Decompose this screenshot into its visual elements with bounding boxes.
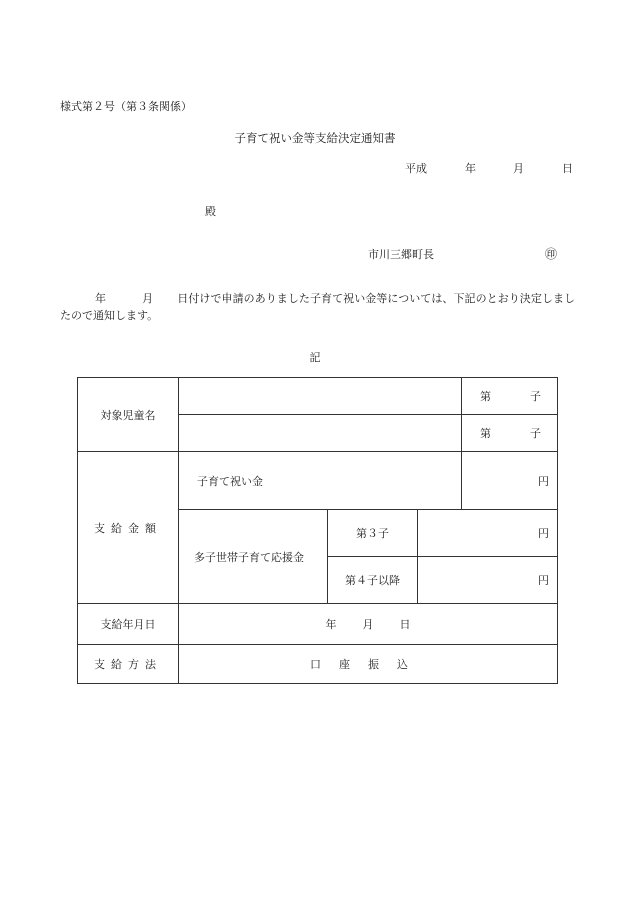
fourth-child-label: 第４子以降 [328, 557, 418, 604]
ordinal-prefix: 第 [480, 390, 492, 403]
child-name-field-2[interactable] [179, 415, 462, 452]
payment-month: 月 [362, 618, 374, 631]
form-number-label: 様式第２号（第３条関係） [60, 100, 192, 113]
payment-method-label: 支給方法 [78, 645, 179, 684]
record-heading: 記 [309, 351, 321, 364]
payment-year: 年 [325, 618, 337, 631]
body-text: 日付けで申請のありました子育て祝い金等については、下記のとおり決定しましたので通知します。 [60, 292, 576, 322]
support-money-label: 多子世帯子育て応援金 [179, 510, 328, 604]
payment-details-table [77, 377, 558, 684]
fourth-child-yen: 円 [418, 557, 558, 604]
payment-amount-label: 支給金額 [78, 452, 179, 604]
payment-date-field [179, 604, 558, 645]
date-year: 年 [465, 162, 476, 175]
congrats-money-label: 子育て祝い金 [179, 452, 462, 510]
seal-mark: ㊞ [545, 247, 558, 261]
document-title: 子育て祝い金等支給決定通知書 [234, 131, 396, 145]
recipient-honorific: 殿 [205, 205, 216, 218]
date-era: 平成 [405, 162, 427, 175]
child-ordinal-2 [462, 415, 558, 452]
ordinal-suffix: 子 [530, 427, 542, 440]
payment-day: 日 [399, 618, 411, 631]
notice-body [60, 290, 575, 324]
body-month: 月 [142, 292, 154, 305]
ordinal-prefix: 第 [480, 427, 492, 440]
target-child-label: 対象児童名 [78, 378, 179, 452]
third-child-yen: 円 [418, 510, 558, 557]
date-day: 日 [562, 162, 573, 175]
child-ordinal-1 [462, 378, 558, 415]
payment-date-label: 支給年月日 [78, 604, 179, 645]
issuer-name: 市川三郷町長 [368, 248, 434, 261]
third-child-label: 第３子 [328, 510, 418, 557]
date-month: 月 [513, 162, 524, 175]
body-year: 年 [95, 292, 107, 305]
ordinal-suffix: 子 [530, 390, 542, 403]
payment-method-value: 口座振込 [179, 645, 558, 684]
child-name-field-1[interactable] [179, 378, 462, 415]
congrats-yen: 円 [462, 452, 558, 510]
